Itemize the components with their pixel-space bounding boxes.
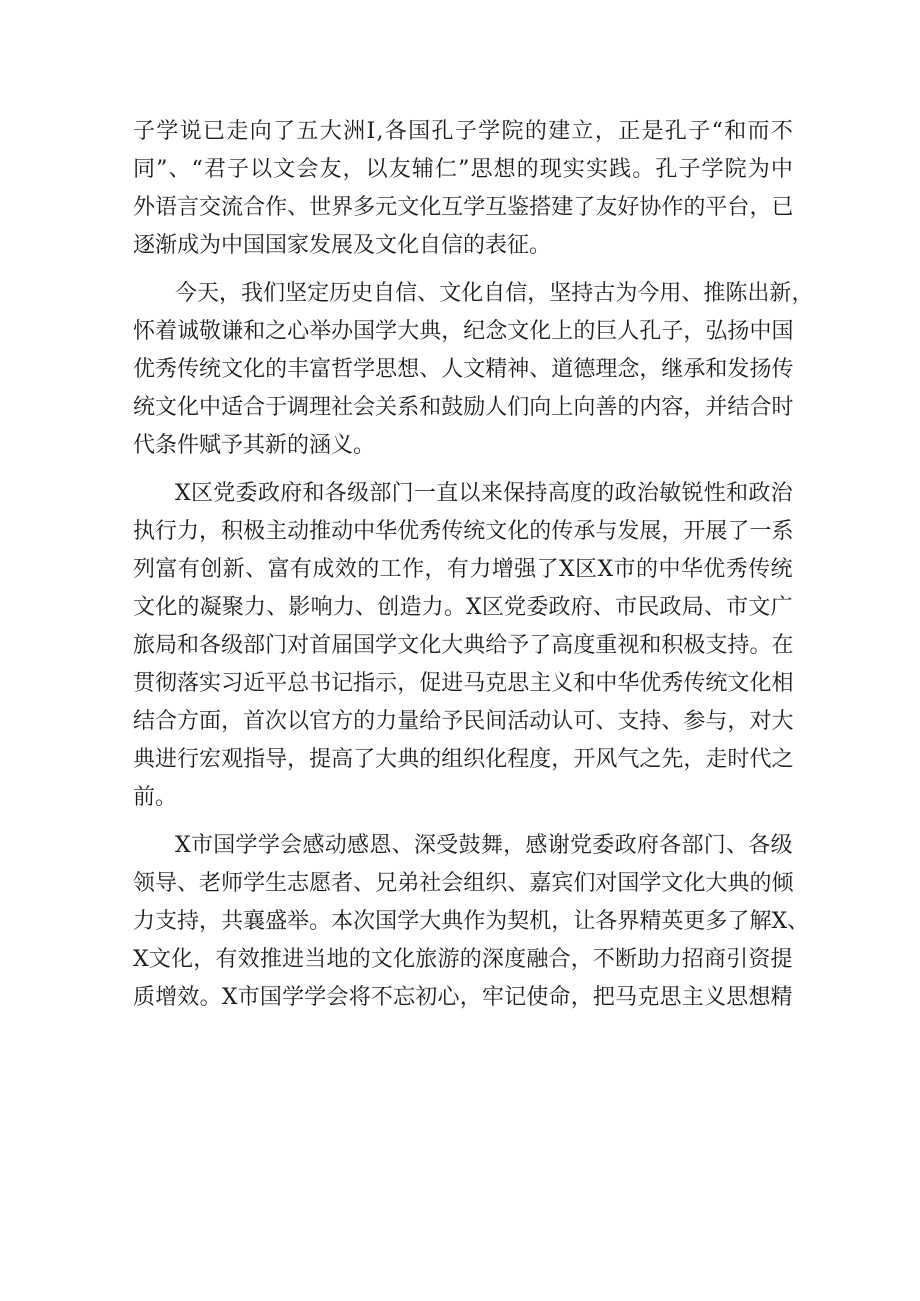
- text-line: 统 文 化 中 适 合 于 调 理 社 会 关 系 和 鼓 励 人 们 向 上 向 善 的 内 容 ， 并 结 合 时: [133, 395, 794, 420]
- text-line: 前。: [133, 785, 178, 810]
- text-line: 怀 着 诚 敬 谦 和 之 心 举 办 国 学 大 典 ， 纪 念 文 化 上 的 巨 人 孔 子 ， 弘 扬 中 国: [133, 319, 794, 344]
- text-line: 领 导 、 老 师 学 生 志 愿 者 、 兄 弟 社 会 组 织 、 嘉 宾 们 对 国 学 文 化 大 典 的 倾: [133, 871, 794, 896]
- text-line: 今 天 ， 我 们 坚 定 历 史 自 信 、 文 化 自 信 ， 坚 持 古 为 今 用 、 推 陈 出 新 ，: [175, 281, 814, 306]
- text-line: 代条件赋予其新的涵义。: [133, 433, 376, 458]
- text-line: 力 支 持 ， 共 襄 盛 举 。 本 次 国 学 大 典 作 为 契 机 ， 让 各 界 精 英 更 多 了 解 X 、: [133, 909, 810, 934]
- paragraph: [133, 113, 793, 265]
- paragraph: [133, 827, 810, 1017]
- paragraph: [133, 275, 814, 465]
- text-line: 优 秀 传 统 文 化 的 丰 富 哲 学 思 想 、 人 文 精 神 、 道 德 理 念 ， 继 承 和 发 扬 传: [133, 357, 794, 382]
- text-line: X 文 化 ， 有 效 推 进 当 地 的 文 化 旅 游 的 深 度 融 合 ， 不 断 助 力 招 商 引 资 提: [133, 947, 793, 972]
- text-line: X 区 党 委 政 府 和 各 级 部 门 一 直 以 来 保 持 高 度 的 政 治 敏 锐 性 和 政 治: [175, 481, 793, 506]
- text-line: 旅 局 和 各 级 部 门 对 首 届 国 学 文 化 大 典 给 予 了 高 度 重 视 和 积 极 支 持 。 在: [133, 633, 794, 658]
- paragraph: [133, 475, 793, 817]
- text-line: 逐渐成为中国国家发展及文化自信的表征。: [133, 233, 552, 258]
- text-line: 文 化 的 凝 聚 力 、 影 响 力 、 创 造 力 。 X 区 党 委 政 府 、 市 民 政 局 、 市 文 广: [133, 595, 793, 620]
- text-line: 贯 彻 落 实 习 近 平 总 书 记 指 示 ， 促 进 马 克 思 主 义 和 中 华 优 秀 传 统 文 化 相: [133, 671, 794, 696]
- text-line: 质 增 效 。 X 市 国 学 学 会 将 不 忘 初 心 ， 牢 记 使 命 ， 把 马 克 思 主 义 思 想 精: [133, 985, 793, 1010]
- text-line: 结 合 方 面 ， 首 次 以 官 方 的 力 量 给 予 民 间 活 动 认 可 、 支 持 、 参 与 ， 对 大: [133, 709, 794, 734]
- text-line: 典 进 行 宏 观 指 导 ， 提 高 了 大 典 的 组 织 化 程 度 ， 开 风 气 之 先 ， 走 时 代 之: [133, 747, 794, 772]
- text-line: 子 学 说 已 走 向 了 五 大 洲 Ⅰ , 各 国 孔 子 学 院 的 建 立 ， 正 是 孔 子 “ 和 而 不: [133, 119, 793, 144]
- text-line: 外 语 言 交 流 合 作 、 世 界 多 元 文 化 互 学 互 鉴 搭 建 了 友 好 协 作 的 平 台 ， 已: [133, 195, 794, 220]
- text-line: 列 富 有 创 新 、 富 有 成 效 的 工 作 ， 有 力 增 强 了 X 区 X 市 的 中 华 优 秀 传 统: [133, 557, 793, 582]
- text-line: 同 ” 、 “ 君 子 以 文 会 友 ， 以 友 辅 仁 ” 思 想 的 现 实 实 践 。 孔 子 学 院 为 中: [133, 157, 793, 182]
- text-line: X 市 国 学 学 会 感 动 感 恩 、 深 受 鼓 舞 ， 感 谢 党 委 政 府 各 部 门 、 各 级: [175, 833, 793, 858]
- text-line: 执 行 力 ， 积 极 主 动 推 动 中 华 优 秀 传 统 文 化 的 传 承 与 发 展 ， 开 展 了 一 系: [133, 519, 794, 544]
- document-body: [133, 113, 814, 1017]
